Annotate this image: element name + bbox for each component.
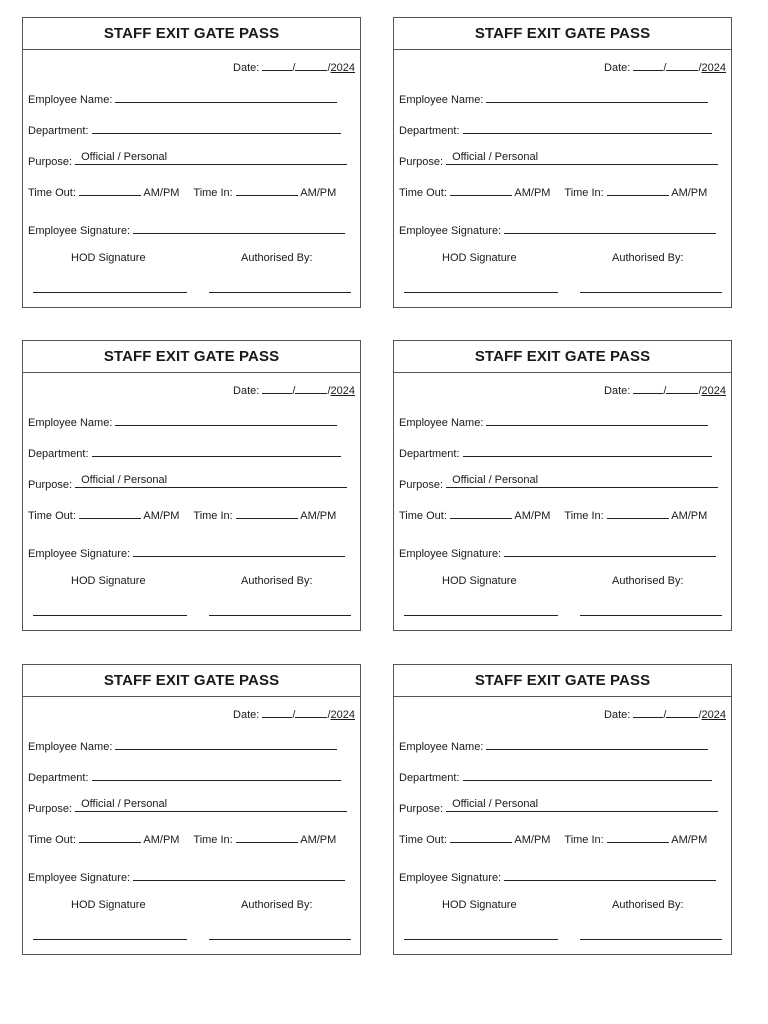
department-label: Department: [399,125,460,137]
time-out-field[interactable] [79,507,141,519]
purpose-field[interactable] [446,476,718,488]
time-in-field[interactable] [236,507,298,519]
employee-signature-row [28,869,355,884]
date-sep-1: / [663,385,667,397]
date-month-blank[interactable] [295,382,327,394]
purpose-row [399,800,726,815]
hod-signature-line[interactable] [404,292,558,293]
time-in-label: Time In: [193,834,233,846]
time-row [28,184,355,199]
date-year: 2024 [701,385,726,397]
date-row [28,706,355,721]
time-out-ampm: AM/PM [143,510,180,522]
hod-signature-label: HOD Signature [442,252,517,264]
date-month-blank[interactable] [295,706,327,718]
hod-signature-label: HOD Signature [442,575,517,587]
department-row [28,445,355,460]
hod-signature-line[interactable] [33,615,187,616]
purpose-row [28,800,355,815]
gate-pass-title: STAFF EXIT GATE PASS [394,341,731,373]
time-in-label: Time In: [564,187,604,199]
purpose-field[interactable] [75,476,347,488]
date-label: Date: [233,709,260,721]
time-in-field[interactable] [236,831,298,843]
employee-name-label: Employee Name: [28,741,113,753]
hod-signature-line[interactable] [33,939,187,940]
date-row [399,382,726,397]
time-out-ampm: AM/PM [143,187,180,199]
time-out-label: Time Out: [399,834,447,846]
date-sep-1: / [292,385,296,397]
purpose-row [399,153,726,168]
employee-signature-field[interactable] [133,545,345,557]
date-month-blank[interactable] [666,59,698,71]
purpose-label: Purpose: [28,803,73,815]
purpose-label: Purpose: [399,156,444,168]
time-out-field[interactable] [450,831,512,843]
purpose-value: Official / Personal [452,474,539,486]
time-in-ampm: AM/PM [671,187,708,199]
employee-name-field[interactable] [486,738,708,750]
time-row [28,507,355,522]
date-day-blank[interactable] [262,706,292,718]
hod-signature-line[interactable] [404,615,558,616]
date-day-blank[interactable] [633,706,663,718]
time-in-ampm: AM/PM [300,834,337,846]
time-out-field[interactable] [79,831,141,843]
hod-signature-label: HOD Signature [442,899,517,911]
date-row [28,59,355,74]
department-row [399,122,726,137]
purpose-row [399,476,726,491]
authorised-by-label: Authorised By: [241,575,313,587]
employee-name-row [399,91,726,106]
hod-signature-label: HOD Signature [71,575,146,587]
purpose-label: Purpose: [399,479,444,491]
department-row [28,122,355,137]
date-day-blank[interactable] [633,59,663,71]
employee-signature-label: Employee Signature: [28,872,131,884]
department-label: Department: [399,772,460,784]
employee-name-row [28,738,355,753]
employee-signature-field[interactable] [504,222,716,234]
gate-pass-card [22,17,361,308]
time-out-field[interactable] [79,184,141,196]
authorised-by-label: Authorised By: [241,899,313,911]
gate-pass-title: STAFF EXIT GATE PASS [394,665,731,697]
date-sep-1: / [292,709,296,721]
employee-name-field[interactable] [486,91,708,103]
purpose-row [28,476,355,491]
employee-name-label: Employee Name: [28,94,113,106]
date-sep-1: / [292,62,296,74]
time-in-ampm: AM/PM [671,834,708,846]
authorised-by-line[interactable] [580,615,722,616]
gate-pass-title: STAFF EXIT GATE PASS [23,18,360,50]
employee-signature-label: Employee Signature: [399,225,502,237]
authorised-by-line[interactable] [580,292,722,293]
employee-name-label: Employee Name: [399,417,484,429]
time-in-field[interactable] [236,184,298,196]
time-out-label: Time Out: [28,510,76,522]
employee-signature-label: Employee Signature: [399,548,502,560]
time-out-label: Time Out: [28,187,76,199]
employee-name-row [399,414,726,429]
gate-pass-card [393,17,732,308]
date-year: 2024 [330,385,355,397]
gate-pass-card [393,664,732,955]
authorised-by-label: Authorised By: [612,899,684,911]
date-day-blank[interactable] [262,382,292,394]
department-label: Department: [28,448,89,460]
purpose-field[interactable] [446,800,718,812]
date-year: 2024 [701,709,726,721]
date-sep-1: / [663,62,667,74]
time-in-label: Time In: [564,510,604,522]
authorised-by-line[interactable] [209,939,351,940]
time-out-label: Time Out: [399,187,447,199]
time-row [399,184,726,199]
time-out-label: Time Out: [399,510,447,522]
time-row [399,831,726,846]
date-sep-2: / [698,62,702,74]
date-year: 2024 [330,709,355,721]
time-out-field[interactable] [450,184,512,196]
date-day-blank[interactable] [633,382,663,394]
time-out-ampm: AM/PM [514,834,551,846]
gate-pass-card [22,664,361,955]
date-label: Date: [604,385,631,397]
time-in-ampm: AM/PM [671,510,708,522]
time-row [28,831,355,846]
purpose-value: Official / Personal [81,151,168,163]
time-out-label: Time Out: [28,834,76,846]
gate-pass-title: STAFF EXIT GATE PASS [23,341,360,373]
employee-name-label: Employee Name: [28,417,113,429]
authorised-by-label: Authorised By: [241,252,313,264]
department-row [399,445,726,460]
employee-signature-label: Employee Signature: [28,548,131,560]
hod-signature-line[interactable] [404,939,558,940]
time-out-ampm: AM/PM [143,834,180,846]
time-out-ampm: AM/PM [514,187,551,199]
time-in-label: Time In: [193,187,233,199]
employee-name-label: Employee Name: [399,741,484,753]
employee-name-field[interactable] [115,738,337,750]
time-in-ampm: AM/PM [300,510,337,522]
employee-name-field[interactable] [115,414,337,426]
date-day-blank[interactable] [262,59,292,71]
time-in-ampm: AM/PM [300,187,337,199]
date-label: Date: [604,62,631,74]
employee-signature-row [399,222,726,237]
date-row [399,59,726,74]
date-label: Date: [604,709,631,721]
hod-signature-label: HOD Signature [71,252,146,264]
date-year: 2024 [330,62,355,74]
employee-name-field[interactable] [486,414,708,426]
employee-signature-row [28,545,355,560]
time-in-field[interactable] [607,831,669,843]
date-sep-2: / [698,709,702,721]
purpose-label: Purpose: [399,803,444,815]
authorised-by-line[interactable] [580,939,722,940]
department-field[interactable] [463,122,712,134]
employee-signature-label: Employee Signature: [28,225,131,237]
department-row [28,769,355,784]
date-sep-1: / [663,709,667,721]
employee-signature-field[interactable] [133,222,345,234]
employee-name-label: Employee Name: [399,94,484,106]
department-field[interactable] [92,122,341,134]
employee-signature-field[interactable] [133,869,345,881]
department-field[interactable] [463,445,712,457]
gate-pass-card [22,340,361,631]
department-field[interactable] [463,769,712,781]
time-in-field[interactable] [607,507,669,519]
employee-signature-label: Employee Signature: [399,872,502,884]
department-label: Department: [28,772,89,784]
date-month-blank[interactable] [666,706,698,718]
time-out-field[interactable] [450,507,512,519]
gate-pass-card [393,340,732,631]
employee-name-field[interactable] [115,91,337,103]
department-field[interactable] [92,769,341,781]
employee-name-row [28,414,355,429]
date-label: Date: [233,62,260,74]
purpose-field[interactable] [75,800,347,812]
department-label: Department: [28,125,89,137]
date-sep-2: / [327,709,331,721]
time-in-label: Time In: [193,510,233,522]
gate-pass-title: STAFF EXIT GATE PASS [23,665,360,697]
employee-signature-field[interactable] [504,545,716,557]
date-label: Date: [233,385,260,397]
date-row [28,382,355,397]
employee-signature-row [399,869,726,884]
time-out-ampm: AM/PM [514,510,551,522]
authorised-by-label: Authorised By: [612,575,684,587]
date-sep-2: / [327,62,331,74]
purpose-value: Official / Personal [452,798,539,810]
purpose-value: Official / Personal [452,151,539,163]
employee-signature-row [28,222,355,237]
purpose-label: Purpose: [28,479,73,491]
purpose-value: Official / Personal [81,798,168,810]
date-sep-2: / [698,385,702,397]
employee-name-row [399,738,726,753]
hod-signature-line[interactable] [33,292,187,293]
employee-signature-row [399,545,726,560]
department-label: Department: [399,448,460,460]
purpose-field[interactable] [75,153,347,165]
department-row [399,769,726,784]
authorised-by-line[interactable] [209,615,351,616]
purpose-label: Purpose: [28,156,73,168]
purpose-field[interactable] [446,153,718,165]
time-row [399,507,726,522]
hod-signature-label: HOD Signature [71,899,146,911]
gate-pass-title: STAFF EXIT GATE PASS [394,18,731,50]
employee-name-row [28,91,355,106]
time-in-field[interactable] [607,184,669,196]
date-row [399,706,726,721]
date-year: 2024 [701,62,726,74]
department-field[interactable] [92,445,341,457]
date-sep-2: / [327,385,331,397]
time-in-label: Time In: [564,834,604,846]
authorised-by-label: Authorised By: [612,252,684,264]
employee-signature-field[interactable] [504,869,716,881]
authorised-by-line[interactable] [209,292,351,293]
purpose-row [28,153,355,168]
date-month-blank[interactable] [666,382,698,394]
date-month-blank[interactable] [295,59,327,71]
purpose-value: Official / Personal [81,474,168,486]
